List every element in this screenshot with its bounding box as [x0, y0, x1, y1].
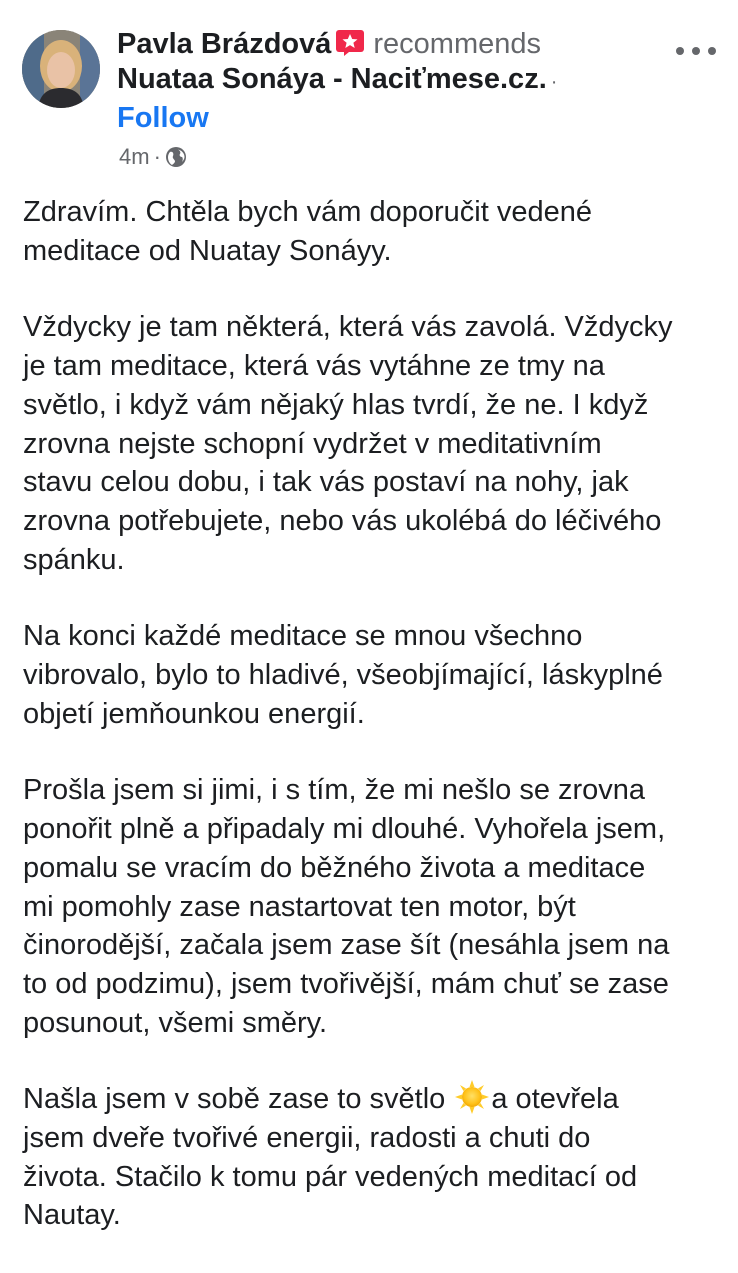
post-paragraph-4 [23, 771, 723, 1042]
author-avatar[interactable] [22, 30, 100, 108]
avatar-photo [22, 30, 100, 108]
text-line: Zdravím. Chtěla bych vám doporučit vedené [23, 196, 592, 228]
sun-emoji [455, 1080, 489, 1114]
post-paragraph-3 [23, 617, 723, 733]
post-meta [117, 27, 637, 172]
post-title-line [117, 27, 637, 61]
post-body [23, 193, 723, 1273]
post-header [22, 30, 718, 170]
text-line: ponořit plně a připadaly mi dlouhé. Vyhořela jsem, [23, 813, 666, 846]
text-line: jsem dveře tvořivé energii, radosti a chuti do [23, 1122, 591, 1155]
text-line: zrovna potřebujete, nebo vás ukolébá do léčivého [23, 504, 662, 537]
text-line-with-emoji [23, 1080, 723, 1119]
recommended-page-line [117, 61, 637, 100]
post-timestamp-row [117, 142, 637, 172]
text-line: Nautay. [23, 1199, 121, 1232]
post-paragraph-1 [23, 193, 723, 270]
post-paragraph-2 [23, 308, 723, 579]
post-time[interactable]: 4m [119, 144, 150, 169]
text-line: světlo, i když vám nějaký hlas tvrdí, že ne. I když [23, 388, 649, 421]
text-line: objetí jemňounkou energií. [23, 697, 365, 730]
text-line: meditace od Nuatay Sonáyy. [23, 234, 392, 267]
text-line: Prošla jsem si jimi, i s tím, že mi nešlo se zrovna [23, 774, 646, 807]
text-line: mi pomohly zase nastartovat ten motor, být [23, 890, 576, 923]
text-line: spánku. [23, 543, 125, 576]
page-separator: · [550, 71, 558, 93]
recommend-badge-icon [335, 29, 365, 56]
follow-button[interactable]: Follow [117, 102, 209, 134]
text-line: stavu celou dobu, i tak vás postaví na nohy, jak [23, 466, 629, 499]
text-line: to od podzimu), jsem tvořivější, mám chuť se zase [23, 967, 669, 1000]
recommended-page-name[interactable]: Nuataa Sonáya - Naciťmese.cz. [117, 63, 547, 95]
globe-icon [165, 146, 187, 168]
author-name[interactable]: Pavla Brázdová [117, 28, 332, 60]
text-line: vibrovalo, bylo to hladivé, všeobjímající, láskyplné [23, 659, 663, 692]
text-line: je tam meditace, která vás vytáhne ze tmy na [23, 350, 605, 383]
time-separator: · [153, 144, 161, 169]
text-line: Na konci každé meditace se mnou všechno [23, 620, 583, 653]
recommends-label: recommends [373, 28, 542, 60]
text-fragment: Našla jsem v sobě zase to světlo [23, 1083, 446, 1116]
post-paragraph-5 [23, 1080, 723, 1235]
text-line: činorodější, začala jsem zase šít (nesáhla jsem na [23, 929, 670, 962]
text-fragment: a otevřela [491, 1083, 619, 1116]
more-options-icon[interactable] [676, 44, 716, 58]
text-line: Vždycky je tam některá, která vás zavolá. Vždycky [23, 311, 673, 344]
text-line: posunout, všemi směry. [23, 1006, 328, 1039]
text-line: života. Stačilo k tomu pár vedených meditací od [23, 1160, 638, 1193]
text-line: zrovna nejste schopní vydržet v meditativním [23, 427, 602, 460]
text-line: pomalu se vracím do běžného života a meditace [23, 851, 646, 884]
